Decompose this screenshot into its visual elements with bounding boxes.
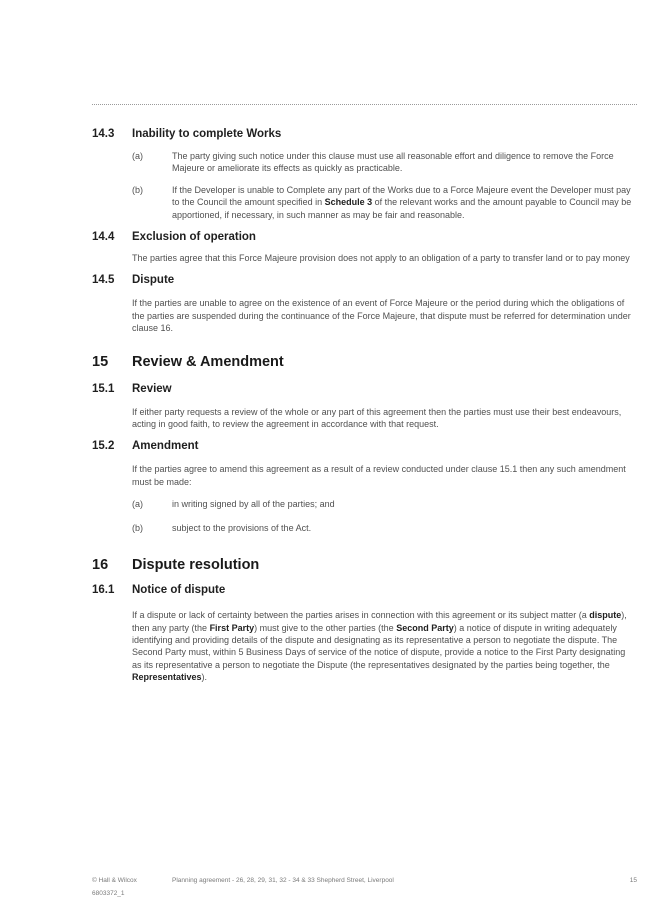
heading-14-3 — [92, 128, 637, 140]
heading-15-2 — [92, 440, 637, 452]
text-part: ) must give to the other parties (the — [254, 622, 394, 633]
heading-14-4 — [92, 231, 637, 243]
page-body — [92, 128, 637, 684]
header-rule — [92, 104, 637, 105]
text-part: ). — [201, 672, 208, 683]
text-part: ), then any party (the — [132, 610, 627, 633]
schedule-reference: Schedule 3 — [324, 197, 373, 208]
footer-document-title: Planning agreement - 26, 28, 29, 31, 32 - 34 & 33 Shepherd Street, Liverpool — [172, 877, 394, 884]
heading-number: 16 — [92, 557, 109, 574]
item-text-part: If the Developer is unable to Complete any part of the Works due to a Force Majeure event the Developer must pay to the Council the amount specified in — [172, 184, 631, 208]
defined-term-first-party: First Party — [209, 622, 255, 633]
heading-number: 14.5 — [92, 274, 115, 287]
page-footer — [92, 877, 637, 897]
heading-number: 14.3 — [92, 128, 115, 140]
clause-14-3-b — [132, 184, 637, 221]
heading-16-1 — [92, 584, 637, 596]
item-text: The party giving such notice under this clause must use all reasonable effort and diligence to remove the Force Majeure or ameliorate its effects as quickly as practicable. — [172, 151, 614, 174]
item-label: (a) — [132, 151, 143, 161]
heading-14-5 — [92, 274, 637, 286]
item-text-part: of the relevant works and the amount payable to Council may be apportioned, if necessary, in such manner as may be fair and reasonable. — [172, 197, 632, 220]
heading-title: Inability to complete Works — [132, 128, 282, 140]
clause-15-1-text: If either party requests a review of the whole or any part of this agreement then the parties must use their best endeavours, acting in good faith, to review the agreement in accordance with that request. — [132, 406, 622, 430]
heading-title: Notice of dispute — [132, 584, 226, 597]
item-label: (b) — [132, 522, 143, 533]
defined-term-second-party: Second Party — [396, 622, 454, 633]
text-part: ) a notice of dispute in writing adequately identifying and providing details of the dispute and designating as its representative a person to negotiate the dispute. The Second Party must, within 5 Business Days of service of the notice of dispute, provide a notice to the First Party designating as its representative a person to negotiate the Dispute (the representatives designated by the parties being together, the — [132, 622, 626, 670]
heading-title: Exclusion of operation — [132, 231, 256, 244]
defined-term-dispute: dispute — [589, 610, 622, 621]
clause-15-2-b — [132, 522, 637, 534]
page-number: 15 — [629, 877, 637, 884]
heading-number: 15 — [92, 353, 109, 370]
heading-title: Dispute resolution — [132, 557, 260, 574]
item-label: (a) — [132, 499, 143, 510]
heading-15-1 — [92, 383, 637, 395]
heading-number: 15.1 — [92, 382, 115, 395]
heading-number: 14.4 — [92, 231, 115, 244]
defined-term-representatives: Representatives — [132, 672, 202, 683]
heading-15 — [92, 354, 637, 370]
text-part: If a dispute or lack of certainty between the parties arises in connection with this agreement or its subject matter (a — [132, 610, 587, 621]
heading-title: Review — [132, 382, 172, 395]
item-text — [172, 184, 637, 221]
item-label: (b) — [132, 184, 143, 195]
clause-14-3-a — [132, 150, 637, 175]
heading-number: 16.1 — [92, 584, 115, 597]
clause-14-5-text: If the parties are unable to agree on the existence of an event of Force Majeure or the period during which the obligations of the parties are suspended during the continuance of the Force Majeure, that dispute must be referred for determination under clause 16. — [132, 298, 631, 334]
footer-firm: © Hall & Wilcox — [92, 877, 137, 884]
document-reference: 6803372_1 — [92, 890, 125, 897]
clause-15-2-text: If the parties agree to amend this agreement as a result of a review conducted under clause 15.1 then any such amendment must be made: — [132, 464, 626, 487]
heading-title: Dispute — [132, 274, 175, 287]
footer-row — [92, 877, 637, 884]
heading-16 — [92, 557, 637, 573]
heading-title: Review & Amendment — [132, 353, 284, 370]
item-text: subject to the provisions of the Act. — [172, 522, 312, 533]
heading-title: Amendment — [132, 440, 199, 453]
heading-number: 15.2 — [92, 440, 115, 453]
clause-15-2-a — [132, 498, 637, 510]
clause-14-4-text: The parties agree that this Force Majeure provision does not apply to an obligation of a party to transfer land or to pay money — [132, 253, 630, 264]
clause-16-1-text — [132, 609, 637, 683]
item-text: in writing signed by all of the parties; and — [172, 499, 335, 510]
